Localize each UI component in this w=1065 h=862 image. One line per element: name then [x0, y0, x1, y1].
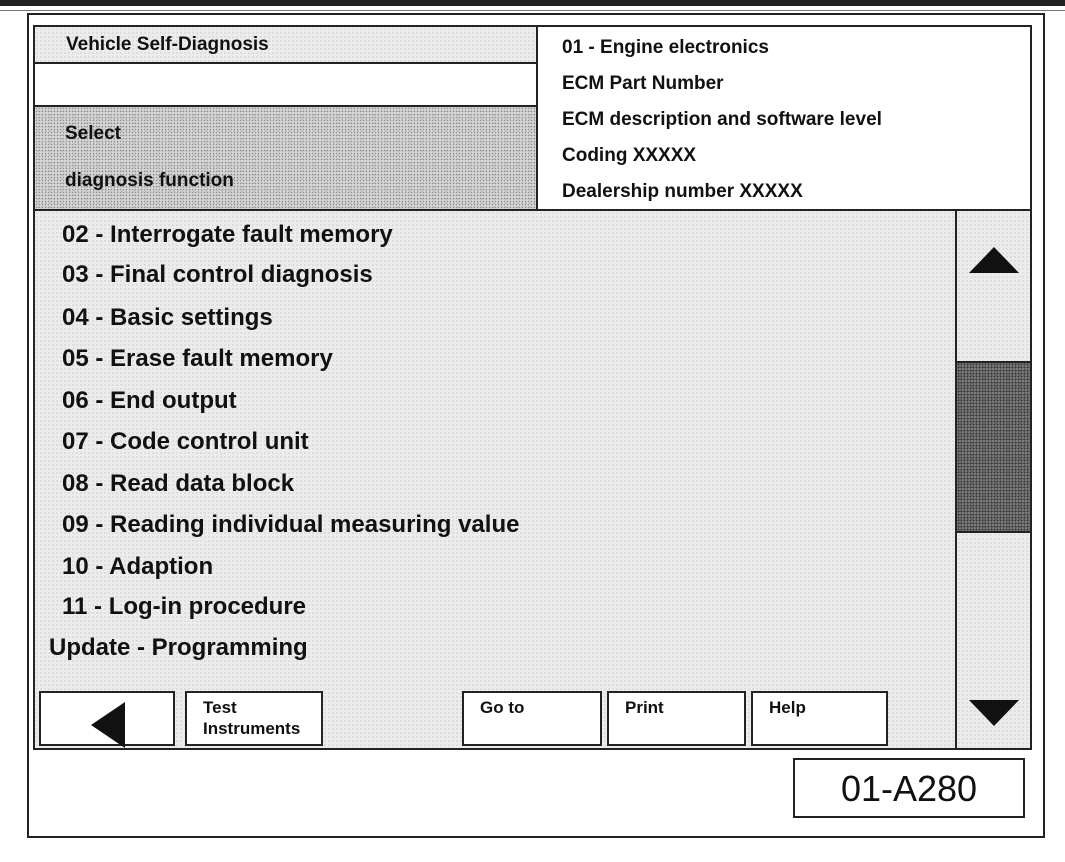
scroll-down-button[interactable]	[957, 533, 1030, 748]
print-button[interactable]	[607, 691, 746, 746]
menu-item-11[interactable]: 11 - Log-in procedure	[62, 593, 307, 620]
info-line-dealership: Dealership number XXXXX	[562, 181, 803, 202]
page-title: Vehicle Self-Diagnosis	[66, 34, 269, 55]
top-rule-thin	[0, 10, 1065, 11]
test-instruments-label-line2: Instruments	[203, 719, 301, 738]
control-unit-info	[538, 27, 1030, 211]
triangle-down-icon	[969, 700, 1019, 726]
figure-code-box	[793, 758, 1025, 818]
triangle-left-icon	[91, 702, 125, 748]
scrollbar[interactable]	[955, 211, 1030, 748]
help-button[interactable]	[751, 691, 888, 746]
info-line-part-number: ECM Part Number	[562, 73, 724, 94]
figure-code: 01-A280	[840, 768, 978, 809]
go-to-label: Go to	[480, 698, 525, 717]
menu-item-08[interactable]: 08 - Read data block	[62, 470, 295, 497]
menu-item-09[interactable]: 09 - Reading individual measuring value	[62, 511, 520, 538]
menu-item-04[interactable]: 04 - Basic settings	[62, 304, 273, 331]
header-blank-panel	[35, 64, 538, 107]
scroll-thumb[interactable]	[957, 363, 1030, 533]
test-instruments-label-line1: Test	[203, 698, 237, 717]
scroll-up-button[interactable]	[957, 211, 1030, 363]
help-label: Help	[769, 698, 806, 717]
select-label: Select	[65, 123, 121, 144]
triangle-up-icon	[969, 247, 1019, 273]
go-to-button[interactable]	[462, 691, 602, 746]
info-line-description: ECM description and software level	[562, 109, 882, 130]
menu-item-03[interactable]: 03 - Final control diagnosis	[62, 261, 373, 288]
print-label: Print	[625, 698, 664, 717]
menu-item-10[interactable]: 10 - Adaption	[62, 553, 214, 580]
function-list	[35, 211, 955, 748]
menu-item-05[interactable]: 05 - Erase fault memory	[62, 345, 333, 372]
info-line-coding: Coding XXXXX	[562, 145, 697, 166]
diagnosis-function-label: diagnosis function	[65, 170, 234, 191]
menu-item-update-programming[interactable]: Update - Programming	[49, 634, 308, 661]
top-rule	[0, 0, 1065, 6]
menu-item-02[interactable]: 02 - Interrogate fault memory	[62, 221, 393, 248]
tester-screen	[33, 25, 1032, 750]
header-select-panel	[35, 107, 538, 211]
header-title-panel	[35, 27, 538, 64]
menu-item-07[interactable]: 07 - Code control unit	[62, 428, 309, 455]
test-instruments-button[interactable]	[185, 691, 323, 746]
back-button[interactable]	[39, 691, 175, 746]
info-line-system: 01 - Engine electronics	[562, 37, 769, 58]
menu-item-06[interactable]: 06 - End output	[62, 387, 237, 414]
